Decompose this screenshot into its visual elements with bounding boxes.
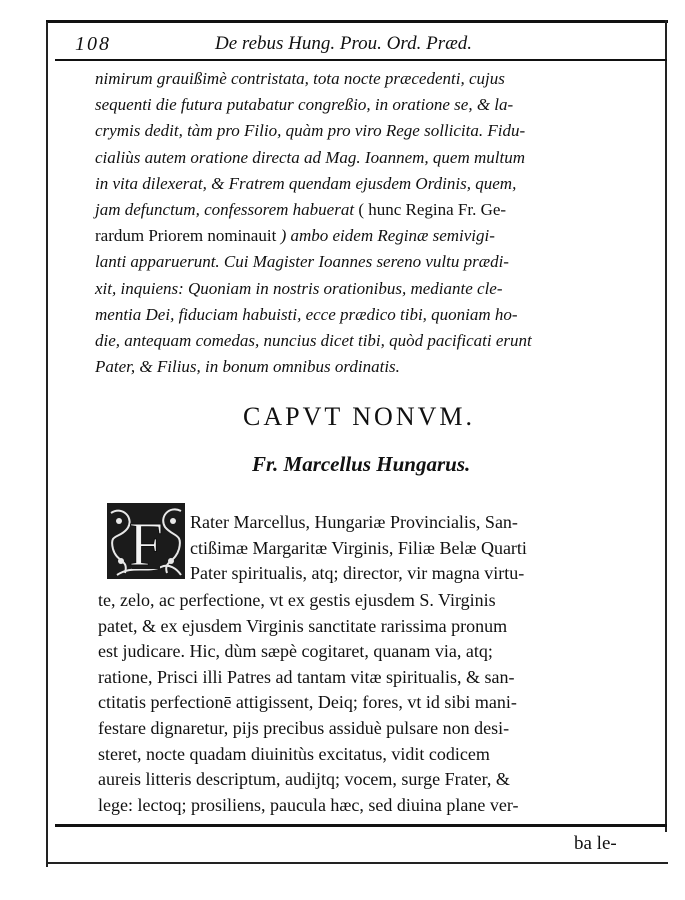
roman-paragraph-first-lines bbox=[190, 510, 665, 587]
text-line: Pater spiritualis, atq; director, vir magna virtu- bbox=[190, 563, 525, 584]
text-line: sequenti die futura putabatur congreßio, in oratione se, & la- bbox=[95, 95, 514, 115]
footer-rule bbox=[46, 862, 668, 864]
text-segment-roman: ( hunc Regina Fr. Ge- bbox=[358, 199, 507, 219]
text-line: crymis dedit, tàm pro Filio, quàm pro viro Rege sollicita. Fidu- bbox=[95, 121, 526, 141]
decorated-initial-f bbox=[107, 503, 185, 579]
text-line: Pater, & Filius, in bonum omnibus ordinatis. bbox=[95, 357, 400, 377]
ornament-icon bbox=[107, 503, 185, 579]
text-line: steret, nocte quadam diuinitùs excitatus, vidit codicem bbox=[98, 743, 490, 764]
text-line: lanti apparuerunt. Cui Magister Ioannes sereno vultu prædi- bbox=[95, 252, 509, 272]
text-segment-roman: rardum Priorem nominauit bbox=[95, 226, 277, 246]
roman-paragraph bbox=[98, 588, 665, 818]
text-line: mentia Dei, fiduciam habuisti, ecce prædico tibi, quoniam ho- bbox=[95, 304, 518, 324]
text-line: xit, inquiens: Quoniam in nostris orationibus, mediante cle- bbox=[95, 278, 503, 298]
text-line: Rater Marcellus, Hungariæ Provincialis, San- bbox=[190, 512, 518, 532]
text-line-mixed bbox=[95, 223, 667, 249]
text-line-mixed bbox=[95, 197, 667, 223]
text-line: ctitatis perfectionē attigissent, Deiq; fores, vt id sibi mani- bbox=[98, 692, 517, 713]
text-line: festare dignaretur, pijs precibus assiduè pulsare non desi- bbox=[98, 717, 510, 738]
drop-cap-letter: F bbox=[128, 511, 164, 579]
text-line: cialiùs autem oratione directa ad Mag. Ioannem, quem multum bbox=[95, 147, 525, 167]
header-rule bbox=[55, 59, 667, 61]
text-segment: jam defunctum, confessorem habuerat bbox=[95, 199, 355, 219]
text-line: est judicare. Hic, dùm sæpè cogitaret, quanam via, atq; bbox=[98, 641, 493, 662]
chapter-subtitle: Fr. Marcellus Hungarus. bbox=[252, 452, 471, 476]
text-line: ctißimæ Margaritæ Virginis, Filiæ Belæ Quarti bbox=[190, 537, 527, 558]
italic-paragraph bbox=[95, 66, 667, 380]
text-line: te, zelo, ac perfectione, vt ex gestis ejusdem S. Virginis bbox=[98, 590, 496, 610]
text-line: ratione, Prisci illi Patres ad tantam vitæ spiritualis, & san- bbox=[98, 666, 515, 687]
text-line: nimirum grauißimè contristata, tota nocte præcedenti, cujus bbox=[95, 69, 505, 88]
text-line: in vita dilexerat, & Fratrem quendam ejusdem Ordinis, quem, bbox=[95, 173, 517, 193]
catchword: ba le- bbox=[574, 833, 617, 854]
chapter-title: CAPVT NONVM. bbox=[243, 402, 475, 431]
page-header bbox=[75, 33, 655, 59]
text-line: die, antequam comedas, nuncius dicet tibi, quòd pacificati erunt bbox=[95, 330, 532, 350]
page-number: 108 bbox=[75, 33, 111, 55]
text-line: patet, & ex ejusdem Virginis sanctitate rarissima pronum bbox=[98, 615, 508, 636]
running-head: De rebus Hung. Prou. Ord. Præd. bbox=[215, 33, 473, 54]
bottom-rule bbox=[55, 824, 667, 827]
text-line: lege: lectoq; prosiliens, paucula hæc, sed diuina plane ver- bbox=[98, 794, 519, 815]
text-line: aureis litteris descriptum, audijtq; vocem, surge Frater, & bbox=[98, 769, 510, 790]
text-segment: ) ambo eidem Reginæ semivigi- bbox=[280, 226, 495, 246]
